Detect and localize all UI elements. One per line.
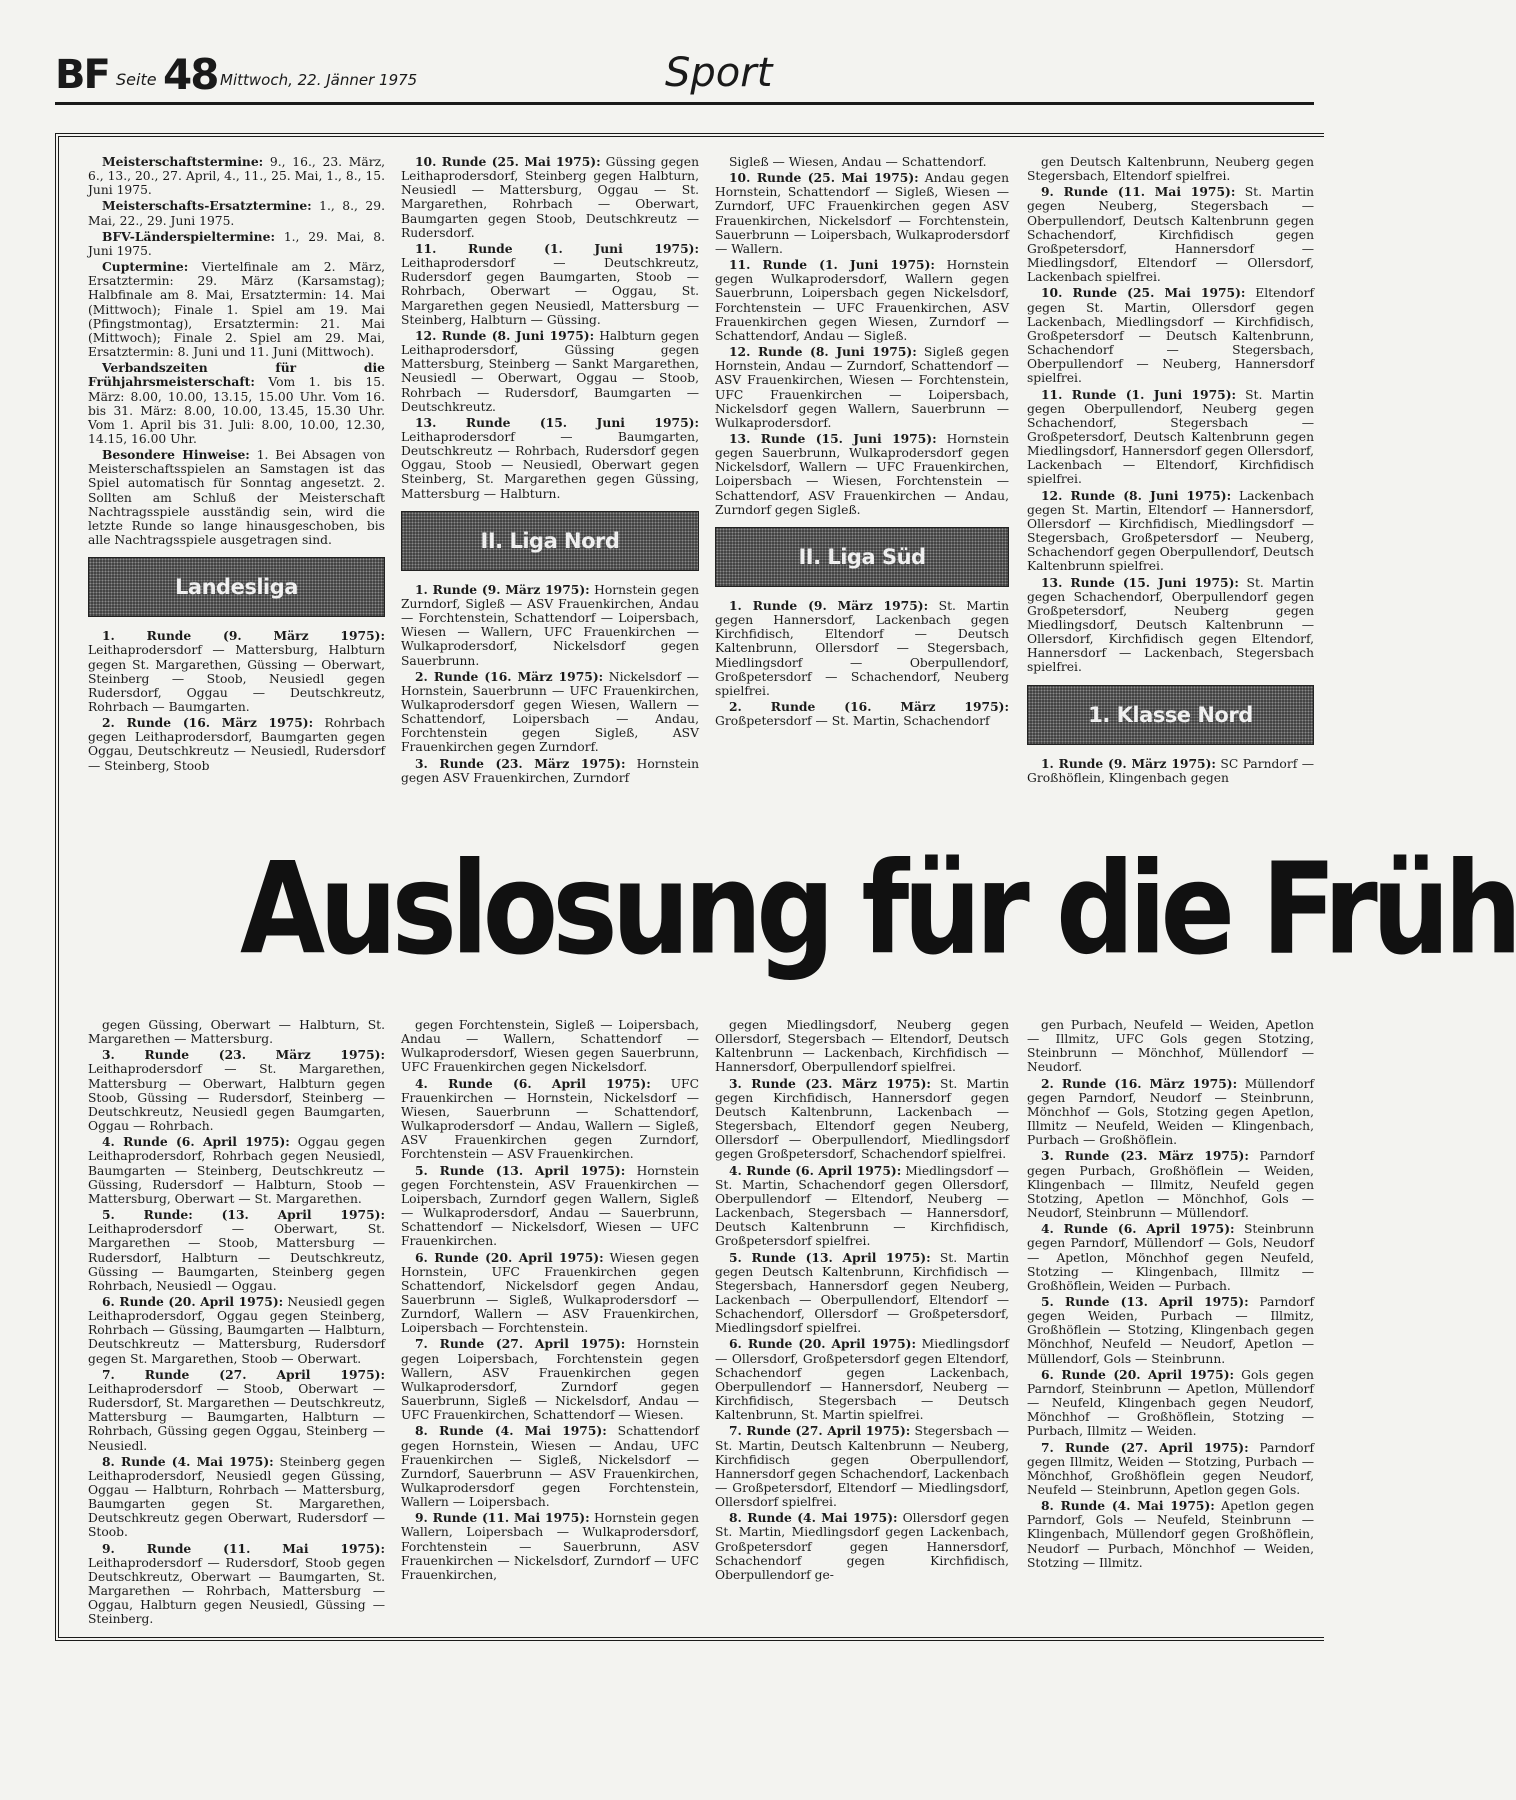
c3-top-text <box>715 155 1009 517</box>
round-label: 1. Runde (9. März 1975): <box>1041 755 1216 771</box>
round-label: Meisterschafts-Ersatztermine: <box>102 198 312 214</box>
schedule-paragraph <box>1027 388 1314 487</box>
schedule-paragraph <box>88 1135 385 1206</box>
schedule-paragraph <box>1027 185 1314 284</box>
fixture-text: gen Purbach, Neufeld — Weiden, Apetlon — Illmitz, UFC Gols gegen Stotzing, Steinbrunn — Mönchhof, Müllendorf — Neudorf. <box>1027 1018 1314 1075</box>
fixture-text: Oggau gegen Leithaprodersdorf, Rohrbach gegen Neusiedl, Baumgarten — Steinberg, Deutschkreutz — Güssing, Rudersdorf — Halbturn, Stoob — Mattersburg, Oberwart — St. Margarethen. <box>88 1135 385 1206</box>
schedule-paragraph <box>715 432 1009 517</box>
round-label: 7. Runde (27. April 1975): <box>102 1366 385 1382</box>
round-label: 7. Runde (27. April 1975): <box>1041 1439 1249 1455</box>
upper-column-2 <box>401 155 699 820</box>
schedule-paragraph <box>1027 1149 1314 1220</box>
fixture-text: 1., 8., 29. Mai, 22., 29. Juni 1975. <box>88 199 385 228</box>
schedule-paragraph <box>401 1424 699 1509</box>
schedule-paragraph <box>715 171 1009 256</box>
c4-bottom-text <box>1027 757 1314 785</box>
schedule-paragraph <box>715 345 1009 430</box>
round-label: 4. Runde (6. April 1975): <box>1041 1221 1235 1237</box>
lower-column-3 <box>715 1018 1009 1623</box>
headline: Auslosung für die Früh <box>240 835 1516 983</box>
c3-bottom-text <box>715 599 1009 728</box>
round-label: 2. Runde (16. März 1975): <box>102 715 314 731</box>
fixture-text: Ollersdorf gegen St. Martin, Miedlingsdorf gegen Lackenbach, Großpetersdorf gegen Hannersdorf, Schachendorf gegen Kirchfidisch, Oberpullendorf ge- <box>715 1511 1009 1582</box>
round-label: 1. Runde (9. März 1975): <box>415 581 590 597</box>
page-number: 48 <box>163 50 218 99</box>
schedule-paragraph <box>88 1048 385 1133</box>
fixture-text: 9., 16., 23. März, 6., 13., 20., 27. April, 4., 11., 25. Mai, 1., 8., 15. Juni 1975. <box>88 155 385 198</box>
schedule-paragraph <box>715 1424 1009 1509</box>
schedule-paragraph <box>401 757 699 785</box>
fixture-text: gegen Miedlingsdorf, Neuberg gegen Ollersdorf, Stegersbach — Eltendorf, Deutsch Kaltenbrunn — Lackenbach, Kirchfidisch — Hannersdorf, Oberpullendorf spielfrei. <box>715 1018 1009 1075</box>
schedule-paragraph <box>401 329 699 414</box>
schedule-paragraph <box>1027 576 1314 675</box>
fixture-text: St. Martin gegen Neuberg, Stegersbach — Oberpullendorf, Deutsch Kaltenbrunn gegen Schachendorf, Kirchfidisch gegen Großpetersdorf, Hannersdorf — Miedlingsdorf, Eltendorf — Ollersdorf, Lackenbach spielfrei. <box>1027 185 1315 285</box>
fixture-text: Halbturn gegen Leithaprodersdorf, Güssing gegen Mattersburg, Steinberg — Sankt Margarethen, Neusiedl — Oberwart, Oggau — Stoob, Rohrbach — Rudersdorf, Baumgarten — Deutschkreutz. <box>401 328 699 414</box>
fixture-text: Wiesen gegen Hornstein, UFC Frauenkirchen gegen Schattendorf, Nickelsdorf gegen Andau, Sauerbrunn — Sigleß, Wulkaprodersdorf — Zurndorf, Wallern — ASV Frauenkirchen, Loipersbach — Forchtenstein. <box>401 1250 699 1336</box>
schedule-paragraph <box>88 448 385 547</box>
fixture-text: Leithaprodersdorf — Baumgarten, Deutschkreutz — Rohrbach, Rudersdorf gegen Oggau, Stoob — Neusiedl, Oberwart gegen Steinberg, St. Margarethen gegen Güssing, Mattersburg — Halbturn. <box>401 429 699 501</box>
round-label: 13. Runde (15. Juni 1975): <box>1041 574 1239 590</box>
schedule-paragraph <box>715 258 1009 343</box>
lower-column-2 <box>401 1018 699 1623</box>
fixture-text: Rohrbach gegen Leithaprodersdorf, Baumgarten gegen Oggau, Deutschkreutz — Neusiedl, Rudersdorf — Steinberg, Stoob <box>88 716 385 773</box>
issue-date: Mittwoch, 22. Jänner 1975 <box>220 71 418 89</box>
schedule-paragraph <box>401 1337 699 1422</box>
schedule-paragraph <box>88 260 385 359</box>
fixture-text: Steinberg gegen Leithaprodersdorf, Neusiedl gegen Güssing, Oggau — Halbturn, Rohrbach — Mattersburg, Baumgarten gegen St. Margarethen, Deutschkreutz gegen Oberwart, Rudersdorf — Stoob. <box>88 1454 385 1540</box>
round-label: BFV-Länderspieltermine: <box>102 228 275 244</box>
schedule-paragraph <box>715 599 1009 698</box>
round-label: 2. Runde (16. März 1975): <box>729 699 1009 714</box>
fixture-text: St. Martin gegen Oberpullendorf, Neuberg gegen Schachendorf, Stegersbach — Großpetersdorf, Deutsch Kaltenbrunn gegen Miedlingsdorf, Hannersdorf gegen Ollersdorf, Lackenbach — Eltendorf, Kirchfidisch spielfrei. <box>1027 387 1314 487</box>
round-label: Meisterschaftstermine: <box>102 154 264 169</box>
fixture-text: Stegersbach — St. Martin, Deutsch Kaltenbrunn — Neuberg, Kirchfidisch gegen Oberpullendorf, Hannersdorf gegen Schachendorf, Lackenbach — Großpetersdorf, Eltendorf — Miedlingsdorf, Ollersdorf spielfrei. <box>715 1424 1009 1510</box>
round-label: 3. Runde (23. März 1975): <box>729 1075 931 1091</box>
fixture-text: Parndorf gegen Weiden, Purbach — Illmitz, Großhöflein — Stotzing, Klingenbach gegen Mönchhof, Neufeld — Neudorf, Apetlon — Müllendorf, Gols — Steinbrunn. <box>1027 1294 1314 1366</box>
round-label: 12. Runde (8. Juni 1975): <box>1041 487 1232 503</box>
schedule-paragraph <box>88 716 385 773</box>
schedule-paragraph <box>401 1018 699 1075</box>
schedule-paragraph <box>715 1077 1009 1162</box>
fixture-text: Viertelfinale am 2. März, Ersatztermin: 29. März (Karsamstag); Halbfinale am 8. Mai, Ersatztermin: 14. Mai (Mittwoch); Finale 1. Spiel am 19. Mai (Pfingstmontag), Ersatztermin: 21. Mai (Mittwoch); Finale 2. Spiel am 29. Mai, Ersatztermin: 8. Juni und 11. Juni (Mittwoch). <box>88 260 385 360</box>
page-label: Seite <box>116 70 157 89</box>
round-label: 9. Runde (11. Mai 1975): <box>415 1510 590 1526</box>
fixture-text: Apetlon gegen Parndorf, Gols — Neufeld, Steinbrunn — Klingenbach, Müllendorf gegen Großhöflein, Neudorf — Purbach, Mönchhof — Weiden, Stotzing — Illmitz. <box>1027 1499 1314 1570</box>
round-label: 4. Runde (6. April 1975): <box>102 1134 290 1150</box>
fixture-text: Hornstein gegen Forchtenstein, ASV Frauenkirchen — Loipersbach, Zurndorf gegen Wallern, Sigleß — Wulkaprodersdorf, Andau — Sauerbrunn, Schattendorf — Nickelsdorf, Wiesen — UFC Frauenkirchen. <box>401 1163 699 1249</box>
section-header-liga-nord <box>401 511 699 571</box>
upper-column-1 <box>88 155 385 820</box>
fixture-text: Leithaprodersdorf — Deutschkreutz, Rudersdorf gegen Baumgarten, Stoob — Rohrbach, Oberwart — Oggau, St. Margarethen gegen Neusiedl, Mattersburg — Steinberg, Halbturn — Güssing. <box>401 256 699 327</box>
fixture-text: Leithaprodersdorf — Stoob, Oberwart — Rudersdorf, St. Margarethen — Deutschkreutz, Mattersburg — Baumgarten, Halbturn — Rohrbach, Güssing gegen Oggau, Steinberg — Neusiedl. <box>88 1381 385 1453</box>
round-label: 3. Runde (23. März 1975): <box>102 1047 385 1063</box>
schedule-paragraph <box>88 1455 385 1540</box>
round-label: 6. Runde (20. April 1975): <box>102 1293 284 1309</box>
schedule-paragraph <box>715 1018 1009 1075</box>
schedule-paragraph <box>1027 155 1314 183</box>
round-label: 5. Runde: (13. April 1975): <box>102 1207 385 1223</box>
schedule-paragraph <box>1027 1077 1314 1148</box>
schedule-paragraph <box>401 670 699 755</box>
schedule-paragraph <box>1027 1499 1314 1570</box>
round-label: 6. Runde (20. April 1975): <box>729 1336 917 1352</box>
schedule-paragraph <box>1027 1368 1314 1439</box>
schedule-paragraph <box>88 199 385 227</box>
schedule-paragraph <box>88 155 385 197</box>
schedule-paragraph <box>401 416 699 501</box>
logo: BF <box>55 52 109 98</box>
c1-bottom-text <box>88 629 385 773</box>
upper-column-4 <box>1027 155 1314 820</box>
round-label: Verbandszeiten für die Frühjahrsmeisterschaft: <box>88 360 385 390</box>
fixture-text: UFC Frauenkirchen — Hornstein, Nickelsdorf — Wiesen, Sauerbrunn — Schattendorf, Wulkaprodersdorf — Andau, Wallern — Sigleß, ASV Frauenkirchen gegen Zurndorf, Forchtenstein — ASV Frauenkirchen. <box>401 1076 699 1162</box>
round-label: 4. Runde (6. April 1975): <box>415 1075 651 1091</box>
fixture-text: Müllendorf gegen Parndorf, Neudorf — Steinbrunn, Mönchhof — Gols, Stotzing gegen Apetlon, Illmitz — Neufeld, Weiden — Klingenbach, Purbach — Großhöflein. <box>1027 1076 1314 1148</box>
fixture-text: Lackenbach gegen St. Martin, Eltendorf — Hannersdorf, Ollersdorf — Kirchfidisch, Miedlingsdorf — Stegersbach, Großpetersdorf — Neuberg, Schachendorf gegen Oberpullendorf, Deutsch Kaltenbrunn spielfrei. <box>1027 488 1315 574</box>
round-label: 6. Runde (20. April 1975): <box>415 1249 604 1265</box>
fixture-text: Sigleß gegen Hornstein, Andau — Zurndorf, Schattendorf — ASV Frauenkirchen, Wiesen — Forchtenstein, UFC Frauenkirchen — Loipersbach, Nickelsdorf gegen Wallern, Sauerbrunn — Wulkaprodersdorf. <box>715 345 1009 430</box>
fixture-text: Parndorf gegen Illmitz, Weiden — Stotzing, Purbach — Mönchhof, Großhöflein gegen Neudorf, Neufeld — Steinbrunn, Apetlon gegen Gols. <box>1027 1440 1314 1497</box>
fixture-text: Leithaprodersdorf — Rudersdorf, Stoob gegen Deutschkreutz, Oberwart — Baumgarten, St. Margarethen — Rohrbach, Mattersburg — Oggau, Halbturn gegen Neusiedl, Güssing — Steinberg. <box>88 1555 385 1627</box>
fixture-text: Steinbrunn gegen Parndorf, Müllendorf — Gols, Neudorf — Apetlon, Mönchhof gegen Neufeld, Stotzing — Klingenbach, Illmitz — Großhöflein, Weiden — Purbach. <box>1027 1222 1315 1293</box>
round-label: 5. Runde (13. April 1975): <box>729 1249 931 1265</box>
round-label: 7. Runde (27. April 1975): <box>415 1336 626 1352</box>
masthead-rule <box>55 102 1314 105</box>
round-label: 8. Runde (4. Mai 1975): <box>415 1423 607 1439</box>
round-label: 9. Runde (11. Mai 1975): <box>1041 184 1236 200</box>
fixture-text: Nickelsdorf — Hornstein, Sauerbrunn — UFC Frauenkirchen, Wulkaprodersdorf gegen Wiesen, Wallern — Schattendorf, Loipersbach — Andau, Forchtenstein gegen Sigleß, ASV Frauenkirchen gegen Zurndorf. <box>401 669 699 755</box>
fixture-text: Miedlingsdorf — St. Martin, Schachendorf gegen Ollersdorf, Oberpullendorf — Eltendorf, Neuberg — Lackenbach, Stegersbach — Hannersdorf, Deutsch Kaltenbrunn — Kirchfidisch, Großpetersdorf spielfrei. <box>715 1163 1009 1249</box>
round-label: 11. Runde (1. Juni 1975): <box>415 240 699 256</box>
schedule-paragraph <box>401 583 699 668</box>
fixture-text: gegen Güssing, Oberwart — Halbturn, St. Margarethen — Mattersburg. <box>88 1018 385 1047</box>
round-label: 9. Runde (11. Mai 1975): <box>102 1540 385 1556</box>
fixture-text: Hornstein gegen Zurndorf, Sigleß — ASV Frauenkirchen, Andau — Forchtenstein, Schattendorf — Loipersbach, Wiesen — Wallern, UFC Frauenkirchen — Wulkaprodersdorf, Nickelsdorf gegen Sauerbrunn. <box>401 582 700 668</box>
fixture-text: St. Martin gegen Deutsch Kaltenbrunn, Kirchfidisch — Stegersbach, Hannersdorf gegen Neuberg, Lackenbach — Oberpullendorf, Eltendorf — Schachendorf, Ollersdorf — Großpetersdorf, Miedlingsdorf spielfrei. <box>715 1250 1009 1336</box>
schedule-paragraph <box>88 230 385 258</box>
fixture-text: gen Deutsch Kaltenbrunn, Neuberg gegen Stegersbach, Eltendorf spielfrei. <box>1027 155 1314 184</box>
round-label: 7. Runde (27. April 1975): <box>729 1423 911 1439</box>
schedule-paragraph <box>88 1368 385 1453</box>
round-label: 5. Runde (13. April 1975): <box>1041 1293 1249 1309</box>
fixture-text: St. Martin gegen Kirchfidisch, Hannersdorf gegen Deutsch Kaltenbrunn, Lackenbach — Stegersbach, Eltendorf gegen Neuberg, Ollersdorf — Oberpullendorf, Miedlingsdorf gegen Großpetersdorf, Schachendorf spielfrei. <box>715 1076 1009 1162</box>
round-label: 3. Runde (23. März 1975): <box>415 755 626 771</box>
schedule-paragraph <box>715 155 1009 169</box>
c4-top-text <box>1027 155 1314 675</box>
schedule-paragraph <box>88 1295 385 1366</box>
round-label: 2. Runde (16. März 1975): <box>1041 1075 1238 1091</box>
fixture-text: Eltendorf gegen St. Martin, Ollersdorf gegen Lackenbach, Miedlingsdorf — Kirchfidisch, Großpetersdorf — Deutsch Kaltenbrunn, Schachendorf — Stegersbach, Oberpullendorf — Neuberg, Hannersdorf spielfrei. <box>1027 286 1314 386</box>
header-label: 1. Klasse Nord <box>1088 702 1253 727</box>
round-label: 12. Runde (8. Juni 1975): <box>415 327 595 343</box>
header-label: II. Liga Süd <box>798 544 926 569</box>
fixture-text: gegen Forchtenstein, Sigleß — Loipersbach, Andau — Wallern, Schattendorf — Wulkaprodersdorf, Wiesen gegen Sauerbrunn, UFC Frauenkirchen gegen Nickelsdorf. <box>401 1018 699 1075</box>
schedule-paragraph <box>1027 1222 1314 1293</box>
c2-top-text <box>401 155 699 501</box>
schedule-paragraph <box>715 1337 1009 1422</box>
round-label: 13. Runde (15. Juni 1975): <box>729 430 937 446</box>
fixture-text: Großpetersdorf — St. Martin, Schachendorf <box>715 714 990 729</box>
round-label: 10. Runde (25. Mai 1975): <box>1041 285 1246 301</box>
fixture-text: Sigleß — Wiesen, Andau — Schattendorf. <box>729 155 987 169</box>
fixture-text: Vom 1. bis 15. März: 8.00, 10.00, 13.15, 15.00 Uhr. Vom 16. bis 31. März: 8.00, 10.00, 13.45, 15.30 Uhr. Vom 1. April bis 31. Juli: 8.00, 10.00, 12.30, 14.15, 16.00 Uhr. <box>88 375 385 446</box>
fixture-text: Hornstein gegen Wulkaprodersdorf, Wallern gegen Sauerbrunn, Loipersbach gegen Nickelsdorf, Forchtenstein — UFC Frauenkirchen, ASV Frauenkirchen gegen Wiesen, Zurndorf — Schattendorf, Andau — Sigleß. <box>715 258 1009 343</box>
fixture-text: Hornstein gegen Loipersbach, Forchtenstein gegen Wallern, ASV Frauenkirchen gegen Wulkaprodersdorf, Zurndorf gegen Sauerbrunn, Sigleß — Nickelsdorf, Andau — UFC Frauenkirchen, Schattendorf — Wiesen. <box>401 1337 699 1423</box>
schedule-paragraph <box>401 155 699 240</box>
round-label: 11. Runde (1. Juni 1975): <box>1041 386 1237 402</box>
schedule-paragraph <box>88 1208 385 1293</box>
schedule-paragraph <box>88 1018 385 1046</box>
fixture-text: SC Parndorf — Großhöflein, Klingenbach gegen <box>1027 756 1314 785</box>
upper-column-3 <box>715 155 1009 820</box>
fixture-text: 1., 29. Mai, 8. Juni 1975. <box>88 229 385 258</box>
round-label: 6. Runde (20. April 1975): <box>1041 1366 1235 1382</box>
fixture-text: Schattendorf gegen Hornstein, Wiesen — Andau, UFC Frauenkirchen — Sigleß, Nickelsdorf — Zurndorf, Sauerbrunn — ASV Frauenkirchen, Wulkaprodersdorf gegen Forchtenstein, Wallern — Loipersbach. <box>401 1424 699 1510</box>
schedule-paragraph <box>401 242 699 327</box>
fixture-text: St. Martin gegen Schachendorf, Oberpullendorf gegen Großpetersdorf, Neuberg gegen Miedlingsdorf, Deutsch Kaltenbrunn — Ollersdorf, Kirchfidisch gegen Eltendorf, Hannersdorf — Lackenbach, Stegersbach spielfrei. <box>1027 575 1314 675</box>
round-label: 1. Runde (9. März 1975): <box>729 597 929 613</box>
schedule-paragraph <box>1027 1295 1314 1366</box>
fixture-text: Güssing gegen Leithaprodersdorf, Steinberg gegen Halbturn, Neusiedl — Mattersburg, Oggau — St. Margarethen, Rohrbach — Oberwart, Baumgarten gegen Stoob, Deutschkreutz — Rudersdorf. <box>401 155 699 240</box>
round-label: 8. Runde (4. Mai 1975): <box>102 1453 274 1469</box>
fixture-text: Parndorf gegen Purbach, Großhöflein — Weiden, Klingenbach — Illmitz, Neufeld gegen Stotzing, Apetlon — Mönchhof, Gols — Neudorf, Steinbrunn — Müllendorf. <box>1027 1149 1314 1221</box>
round-label: 4. Runde (6. April 1975): <box>729 1162 902 1178</box>
schedule-paragraph <box>88 629 385 714</box>
round-label: 8. Runde (4. Mai 1975): <box>729 1510 898 1526</box>
c2-bottom-text <box>401 583 699 785</box>
round-label: 8. Runde (4. Mai 1975): <box>1041 1498 1215 1514</box>
fixture-text: St. Martin gegen Hannersdorf, Lackenbach gegen Kirchfidisch, Eltendorf — Deutsch Kaltenbrunn, Ollersdorf — Stegersbach, Miedlingsdorf — Oberpullendorf, Großpetersdorf — Schachendorf, Neuberg spielfrei. <box>715 598 1010 698</box>
lower-column-4 <box>1027 1018 1314 1623</box>
fixture-text: Leithaprodersdorf — Oberwart, St. Margarethen — Stoob, Mattersburg — Rudersdorf, Halbturn — Deutschkreutz, Güssing — Baumgarten, Steinberg gegen Rohrbach, Neusiedl — Oggau. <box>88 1222 385 1293</box>
schedule-paragraph <box>715 1164 1009 1249</box>
schedule-paragraph <box>1027 286 1314 385</box>
schedule-paragraph <box>715 1251 1009 1336</box>
fixture-text: Hornstein gegen Sauerbrunn, Wulkaprodersdorf gegen Nickelsdorf, Wallern — UFC Frauenkirchen, Loipersbach — Wiesen, Forchtenstein — Schattendorf, ASV Frauenkirchen — Andau, Zurndorf gegen Sigleß. <box>715 431 1009 517</box>
lower-column-1 <box>88 1018 385 1627</box>
masthead <box>55 50 1314 106</box>
schedule-paragraph <box>1027 1018 1314 1075</box>
fixture-text: 1. Bei Absagen von Meisterschaftsspielen an Samstagen ist das Spiel automatisch für Sonntag angesetzt. 2. Sollten am Schluß der Meisterschaft Nachtragsspiele ausständig sein, wird die letzte Runde so lange hinausgeschoben, bis alle Nachtragsspiele ausgetragen sind. <box>88 448 385 548</box>
round-label: Besondere Hinweise: <box>102 447 250 463</box>
schedule-paragraph <box>401 1251 699 1336</box>
round-label: Cuptermine: <box>102 259 189 275</box>
header-label: Landesliga <box>175 575 298 600</box>
round-label: 11. Runde (1. Juni 1975): <box>729 257 935 273</box>
section-title: Sport <box>665 50 773 96</box>
section-header-liga-sued <box>715 527 1009 587</box>
section-header-klasse-nord <box>1027 685 1314 745</box>
fixture-text: Leithaprodersdorf — St. Margarethen, Mattersburg — Oberwart, Halbturn gegen Stoob, Güssing — Rudersdorf, Steinberg — Deutschkreutz, Neusiedl gegen Baumgarten, Oggau — Rohrbach. <box>88 1062 385 1134</box>
header-label: II. Liga Nord <box>480 528 620 553</box>
fixture-text: Gols gegen Parndorf, Steinbrunn — Apetlon, Müllendorf — Neufeld, Klingenbach gegen Neudorf, Mönchhof — Großhöflein, Stotzing — Purbach, Illmitz — Weiden. <box>1027 1367 1314 1439</box>
schedule-paragraph <box>88 361 385 446</box>
c1-top-text <box>88 155 385 547</box>
schedule-paragraph <box>715 700 1009 728</box>
fixture-text: Neusiedl gegen Leithaprodersdorf, Oggau gegen Steinberg, Rohrbach — Güssing, Baumgarten — Halbturn, Deutschkreutz — Mattersburg, Rudersdorf gegen St. Margarethen, Stoob — Oberwart. <box>88 1294 385 1366</box>
round-label: 3. Runde (23. März 1975): <box>1041 1148 1249 1164</box>
fixture-text: Hornstein gegen ASV Frauenkirchen, Zurndorf <box>401 756 699 785</box>
round-label: 13. Runde (15. Juni 1975): <box>415 414 699 430</box>
round-label: 5. Runde (13. April 1975): <box>415 1162 626 1178</box>
schedule-paragraph <box>1027 757 1314 785</box>
round-label: 2. Runde (16. März 1975): <box>415 668 604 684</box>
fixture-text: Hornstein gegen Wallern, Loipersbach — Wulkaprodersdorf, Forchtenstein — Sauerbrunn, ASV Frauenkirchen — Nickelsdorf, Zurndorf — UFC Frauenkirchen, <box>401 1511 700 1582</box>
section-header-landesliga <box>88 557 385 617</box>
schedule-paragraph <box>715 1511 1009 1582</box>
round-label: 12. Runde (8. Juni 1975): <box>729 344 917 360</box>
fixture-text: Andau gegen Hornstein, Schattendorf — Sigleß, Wiesen — Zurndorf, UFC Frauenkirchen gegen ASV Frauenkirchen, Nickelsdorf — Forchtenstein, Sauerbrunn — Loipersbach, Wulkaprodersdorf — Wallern. <box>715 171 1009 256</box>
fixture-text: Miedlingsdorf — Ollersdorf, Großpetersdorf gegen Eltendorf, Schachendorf gegen Lackenbach, Oberpullendorf — Hannersdorf, Neuberg — Kirchfidisch, Stegersbach — Deutsch Kaltenbrunn, St. Martin spielfrei. <box>715 1337 1009 1423</box>
schedule-paragraph <box>1027 1441 1314 1498</box>
round-label: 10. Runde (25. Mai 1975): <box>415 154 601 169</box>
schedule-paragraph <box>401 1511 699 1582</box>
round-label: 10. Runde (25. Mai 1975): <box>729 170 919 186</box>
round-label: 1. Runde (9. März 1975): <box>102 628 385 644</box>
fixture-text: Leithaprodersdorf — Mattersburg, Halbturn gegen St. Margarethen, Güssing — Oberwart, Steinberg — Stoob, Neusiedl gegen Rudersdorf, Oggau — Deutschkreutz, Rohrbach — Baumgarten. <box>88 643 385 714</box>
schedule-paragraph <box>401 1164 699 1249</box>
schedule-paragraph <box>401 1077 699 1162</box>
schedule-paragraph <box>88 1542 385 1627</box>
schedule-paragraph <box>1027 489 1314 574</box>
